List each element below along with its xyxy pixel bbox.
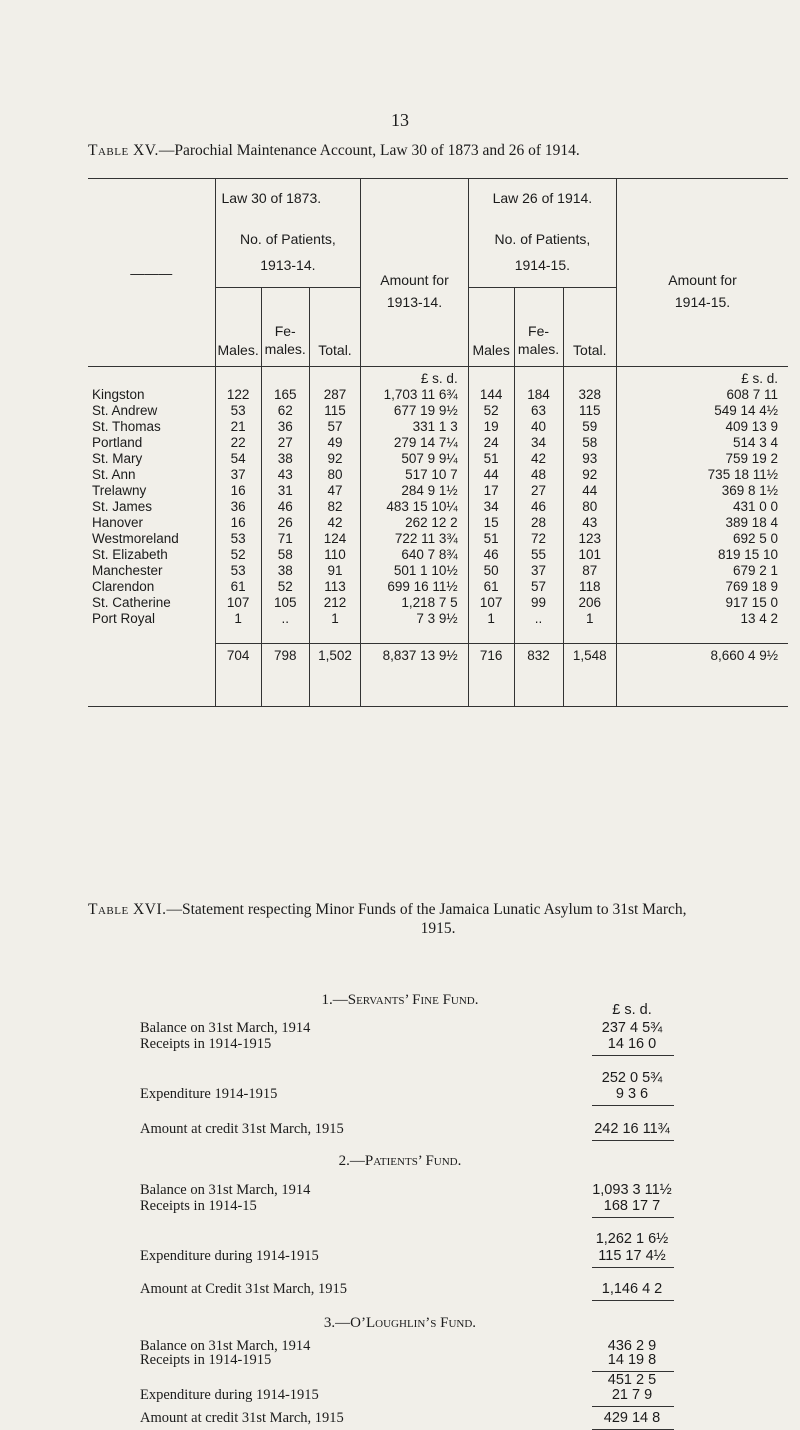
amount-1914: 769 18 9	[617, 579, 788, 595]
fund-heading: 3.—O’Loughlin’s Fund.	[323, 1315, 477, 1331]
males-1913: 36	[215, 499, 261, 515]
males-1914: 24	[468, 435, 514, 451]
total-1914: 328	[563, 387, 617, 403]
males-1913: 61	[215, 579, 261, 595]
total-header-2: Total.	[563, 288, 617, 367]
table-xv-caption: —Parochial Maintenance Account, Law 30 of 1873 and 26 of 1914.	[158, 142, 580, 159]
females-1913: 52	[261, 579, 309, 595]
females-1914: 48	[514, 467, 563, 483]
table-row	[88, 467, 788, 483]
total-1913: 113	[309, 579, 361, 595]
females-1913: 38	[261, 563, 309, 579]
females-1914: 27	[514, 483, 563, 499]
females-header-2: Fe- males.	[514, 288, 563, 367]
males-1913: 53	[215, 563, 261, 579]
total-rule	[592, 1300, 674, 1301]
total-1914: 59	[563, 419, 617, 435]
total-1914: 206	[563, 595, 617, 611]
parish-name: Hanover	[92, 515, 144, 530]
total-1913: 57	[309, 419, 361, 435]
amount-1913: 1,703 11 6¾	[361, 387, 468, 403]
males-1914: 52	[468, 403, 514, 419]
sum-rule	[592, 1267, 674, 1268]
table-row	[88, 563, 788, 579]
table-row	[88, 611, 788, 627]
amount-1913: 501 1 10½	[361, 563, 468, 579]
amount-1914: 608 7 11	[617, 387, 788, 403]
females-1913: 46	[261, 499, 309, 515]
females-1914: 63	[514, 403, 563, 419]
total-1914: 44	[563, 483, 617, 499]
total-1914: 93	[563, 451, 617, 467]
fund-line-amount: 436 2 9	[607, 1338, 657, 1354]
table-row	[88, 531, 788, 547]
males-1913: 22	[215, 435, 261, 451]
table-row	[88, 403, 788, 419]
females-1913: 38	[261, 451, 309, 467]
parish-name: St. Elizabeth	[92, 547, 168, 562]
amount-1914: 692 5 0	[617, 531, 788, 547]
parish-name: St. Catherine	[92, 595, 171, 610]
sum-rule	[592, 1105, 674, 1106]
males-1914: 51	[468, 531, 514, 547]
females-1914: 46	[514, 499, 563, 515]
fund-line-amount: 242 16 11¾	[594, 1121, 670, 1137]
males-1914: 50	[468, 563, 514, 579]
males-header: Males.	[215, 288, 261, 367]
total-1913: 82	[309, 499, 361, 515]
patients-1914-header: No. of Patients, 1914-15.	[468, 217, 616, 288]
males-1913: 1	[215, 611, 261, 627]
total-1914: 58	[563, 435, 617, 451]
fund-line-amount: 21 7 9	[611, 1387, 653, 1403]
males-1913: 54	[215, 451, 261, 467]
parish-name: Portland	[92, 435, 143, 450]
total-1914: 80	[563, 499, 617, 515]
fund-line-label: Receipts in 1914-1915	[140, 1036, 272, 1052]
total-patients-1913: 1,502	[309, 644, 361, 707]
parish-name: Manchester	[92, 563, 163, 578]
table-row	[88, 515, 788, 531]
sum-rule	[592, 1406, 674, 1407]
total-rule	[592, 1140, 674, 1141]
females-1913: 62	[261, 403, 309, 419]
females-1914: ..	[514, 611, 563, 627]
table-xvi-title	[88, 900, 788, 938]
table-row	[88, 499, 788, 515]
total-1913: 124	[309, 531, 361, 547]
amount-1913: 284 9 1½	[361, 483, 468, 499]
total-amount-1913: 8,837 13 9½	[361, 644, 468, 707]
table-row	[88, 595, 788, 611]
total-1913: 80	[309, 467, 361, 483]
females-1913: 165	[261, 387, 309, 403]
total-males-1914: 716	[468, 644, 514, 707]
lsd-column-header: £ s. d.	[612, 1002, 652, 1018]
females-1913: 36	[261, 419, 309, 435]
table-row	[88, 547, 788, 563]
amount-1914: 759 19 2	[617, 451, 788, 467]
females-1914: 184	[514, 387, 563, 403]
amount-1913-year: 1913-14.	[361, 288, 468, 367]
males-1913: 21	[215, 419, 261, 435]
females-1913: 27	[261, 435, 309, 451]
females-header: Fe- males.	[261, 288, 309, 367]
females-1914: 34	[514, 435, 563, 451]
females-1913: 71	[261, 531, 309, 547]
fund-heading: 2.—Patients’ Fund.	[338, 1153, 462, 1169]
males-1914: 46	[468, 547, 514, 563]
parish-name: St. Thomas	[92, 419, 161, 434]
fund-line-label: Amount at credit 31st March, 1915	[140, 1121, 344, 1137]
sum-rule	[592, 1217, 674, 1218]
males-1914: 17	[468, 483, 514, 499]
females-1913: 58	[261, 547, 309, 563]
males-header-2: Males	[468, 288, 514, 367]
fund-line-amount: 14 19 8	[607, 1352, 657, 1368]
amount-1914: 514 3 4	[617, 435, 788, 451]
females-1914: 99	[514, 595, 563, 611]
total-1914: 87	[563, 563, 617, 579]
males-1914: 19	[468, 419, 514, 435]
females-1913: ..	[261, 611, 309, 627]
males-1913: 16	[215, 515, 261, 531]
lsd-header-2: £ s. d.	[617, 367, 788, 388]
fund-line-amount: 429 14 8	[603, 1410, 661, 1426]
fund-line-amount: 1,146 4 2	[601, 1281, 663, 1297]
total-1913: 110	[309, 547, 361, 563]
amount-1914: 409 13 9	[617, 419, 788, 435]
table-row	[88, 435, 788, 451]
males-1913: 122	[215, 387, 261, 403]
total-1913: 1	[309, 611, 361, 627]
amount-1914: 735 18 11½	[617, 467, 788, 483]
total-1914: 115	[563, 403, 617, 419]
males-1914: 44	[468, 467, 514, 483]
total-males-1913: 704	[215, 644, 261, 707]
fund-line-label: Balance on 31st March, 1914	[140, 1182, 311, 1198]
fund-line-amount: 1,262 1 6½	[595, 1231, 669, 1247]
fund-line-amount: 237 4 5¾	[601, 1020, 663, 1036]
total-header: Total.	[309, 288, 361, 367]
total-1914: 118	[563, 579, 617, 595]
law-1873-header: Law 30 of 1873.	[215, 179, 361, 218]
fund-line-amount: 451 2 5	[607, 1372, 657, 1388]
females-1913: 105	[261, 595, 309, 611]
males-1913: 53	[215, 403, 261, 419]
amount-1913: 331 1 3	[361, 419, 468, 435]
fund-line-label: Balance on 31st March, 1914	[140, 1338, 311, 1354]
females-1914: 40	[514, 419, 563, 435]
total-1914: 92	[563, 467, 617, 483]
fund-heading: 1.—Servants’ Fine Fund.	[321, 992, 479, 1008]
males-1914: 1	[468, 611, 514, 627]
amount-1914: 369 8 1½	[617, 483, 788, 499]
total-1914: 101	[563, 547, 617, 563]
total-1913: 42	[309, 515, 361, 531]
males-1914: 61	[468, 579, 514, 595]
fund-line-label: Amount at Credit 31st March, 1915	[140, 1281, 348, 1297]
females-1914: 37	[514, 563, 563, 579]
males-1913: 107	[215, 595, 261, 611]
amount-1913: 262 12 2	[361, 515, 468, 531]
table-xv-label: Table XV.	[88, 142, 159, 159]
parish-name: St. Mary	[92, 451, 143, 466]
fund-line-label: Expenditure 1914-1915	[140, 1086, 278, 1102]
law-1914-header: Law 26 of 1914.	[468, 179, 616, 218]
females-1913: 43	[261, 467, 309, 483]
amount-1914: 819 15 10	[617, 547, 788, 563]
amount-1913: 699 16 11½	[361, 579, 468, 595]
patients-1913-header: No. of Patients, 1913-14.	[215, 217, 361, 288]
females-1913: 31	[261, 483, 309, 499]
amount-1914: 431 0 0	[617, 499, 788, 515]
amount-1914: 13 4 2	[617, 611, 788, 627]
fund-line-label: Amount at credit 31st March, 1915	[140, 1410, 344, 1426]
fund-line-amount: 1,093 3 11½	[592, 1182, 672, 1198]
parish-name: Kingston	[92, 387, 145, 402]
table-row	[88, 451, 788, 467]
females-1913: 26	[261, 515, 309, 531]
total-patients-1914: 1,548	[563, 644, 617, 707]
parish-name: Westmoreland	[92, 531, 179, 546]
fund-line-amount: 9 3 6	[615, 1086, 649, 1102]
amount-1914: 679 2 1	[617, 563, 788, 579]
fund-line-label: Expenditure during 1914-1915	[140, 1248, 319, 1264]
males-1914: 144	[468, 387, 514, 403]
total-females-1914: 832	[514, 644, 563, 707]
page-number: 13	[391, 110, 409, 130]
females-1914: 42	[514, 451, 563, 467]
amount-1914-header: Amount for	[617, 179, 788, 288]
table-xvi-caption: —Statement respecting Minor Funds of the Jamaica Lunatic Asylum to 31st March,	[166, 901, 687, 918]
table-row	[88, 387, 788, 403]
total-amount-1914: 8,660 4 9½	[617, 644, 788, 707]
parish-header: ———	[130, 264, 173, 281]
females-1914: 57	[514, 579, 563, 595]
males-1914: 15	[468, 515, 514, 531]
total-1914: 1	[563, 611, 617, 627]
total-1913: 287	[309, 387, 361, 403]
amount-1914-year: 1914-15.	[617, 288, 788, 367]
table-xvi-year: 1915.	[420, 920, 456, 937]
total-1913: 49	[309, 435, 361, 451]
amount-1914: 917 15 0	[617, 595, 788, 611]
parish-name: St. Andrew	[92, 403, 158, 418]
males-1913: 53	[215, 531, 261, 547]
amount-1913: 279 14 7¼	[361, 435, 468, 451]
fund-line-label: Receipts in 1914-1915	[140, 1352, 272, 1368]
table-row	[88, 579, 788, 595]
fund-line-amount: 14 16 0	[607, 1036, 657, 1052]
parish-name: Port Royal	[92, 611, 156, 626]
females-1914: 28	[514, 515, 563, 531]
fund-line-label: Balance on 31st March, 1914	[140, 1020, 311, 1036]
males-1914: 51	[468, 451, 514, 467]
amount-1914: 389 18 4	[617, 515, 788, 531]
amount-1913: 677 19 9½	[361, 403, 468, 419]
table-row	[88, 483, 788, 499]
fund-line-amount: 168 17 7	[603, 1198, 661, 1214]
amount-1913: 483 15 10¼	[361, 499, 468, 515]
fund-line-amount: 252 0 5¾	[601, 1070, 663, 1086]
total-1913: 47	[309, 483, 361, 499]
amount-1913: 507 9 9¼	[361, 451, 468, 467]
totals-row	[88, 644, 788, 707]
total-1913: 91	[309, 563, 361, 579]
table-row	[88, 419, 788, 435]
fund-line-label: Expenditure during 1914-1915	[140, 1387, 319, 1403]
males-1914: 107	[468, 595, 514, 611]
females-1914: 72	[514, 531, 563, 547]
amount-1913: 1,218 7 5	[361, 595, 468, 611]
total-1913: 92	[309, 451, 361, 467]
males-1913: 16	[215, 483, 261, 499]
females-1914: 55	[514, 547, 563, 563]
fund-line-amount: 115 17 4½	[598, 1248, 666, 1264]
amount-1913: 640 7 8¾	[361, 547, 468, 563]
parochial-maintenance-table	[88, 178, 788, 707]
parish-name: St. Ann	[92, 467, 136, 482]
males-1913: 52	[215, 547, 261, 563]
parish-name: Clarendon	[92, 579, 155, 594]
fund-line-label: Receipts in 1914-15	[140, 1198, 257, 1214]
total-females-1913: 798	[261, 644, 309, 707]
parish-name: St. James	[92, 499, 153, 514]
total-1914: 43	[563, 515, 617, 531]
total-1913: 212	[309, 595, 361, 611]
parish-name: Trelawny	[92, 483, 147, 498]
table-xvi-label: Table XVI.	[88, 901, 167, 918]
lsd-header-1: £ s. d.	[361, 367, 468, 388]
males-1913: 37	[215, 467, 261, 483]
amount-1913-header: Amount for	[361, 179, 468, 288]
table-xv-title	[88, 142, 580, 160]
total-1914: 123	[563, 531, 617, 547]
total-1913: 115	[309, 403, 361, 419]
amount-1913: 517 10 7	[361, 467, 468, 483]
sum-rule	[592, 1055, 674, 1056]
amount-1913: 722 11 3¾	[361, 531, 468, 547]
amount-1913: 7 3 9½	[361, 611, 468, 627]
amount-1914: 549 14 4½	[617, 403, 788, 419]
males-1914: 34	[468, 499, 514, 515]
